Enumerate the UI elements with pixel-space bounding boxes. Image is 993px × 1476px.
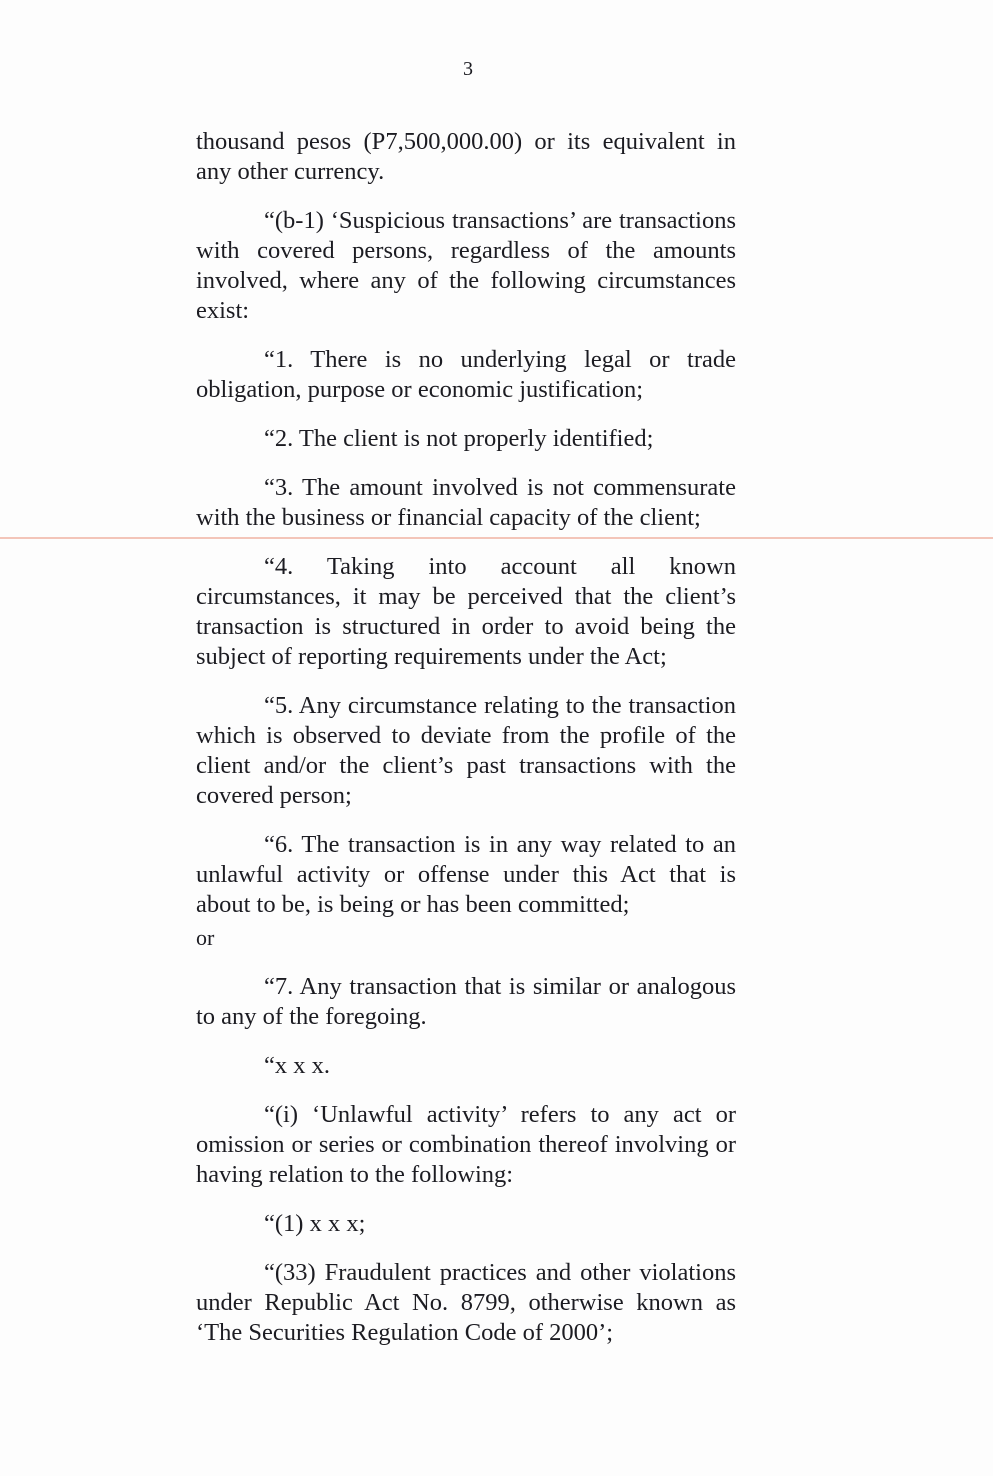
list-item-5: “5. Any circumstance relating to the transaction which is observed to deviate from the profile of the client and/or the client’s past transactions with the covered person;: [196, 692, 736, 809]
list-item-7: “7. Any transaction that is similar or analogous to any of the foregoing.: [196, 973, 736, 1030]
ellipsis-xxx: “x x x.: [264, 1052, 330, 1079]
list-item-6: “6. The transaction is in any way related to an unlawful activity or offense under this Act that is about to be, is being or has been committed;: [196, 831, 736, 918]
subitem-1: “(1) x x x;: [264, 1210, 366, 1237]
paragraph-i-unlawful-activity: “(i) ‘Unlawful activity’ refers to any act or omission or series or combination thereof involving or having relation to the following:: [196, 1101, 736, 1188]
list-item-3: “3. The amount involved is not commensurate with the business or financial capacity of the client;: [196, 474, 736, 531]
paragraph-intro: thousand pesos (P7,500,000.00) or its equivalent in any other currency.: [196, 128, 736, 185]
paragraph-b1-definition: “(b-1) ‘Suspicious transactions’ are transactions with covered persons, regardless of the amounts involved, where any of the following circumstances exist:: [196, 207, 736, 324]
list-item-1: “1. There is no underlying legal or trade obligation, purpose or economic justification;: [196, 346, 736, 403]
document-body: [196, 127, 736, 1367]
list-item-2: “2. The client is not properly identified;: [264, 425, 654, 452]
list-item-4: “4. Taking into account all known circumstances, it may be perceived that the client’s transaction is structured in order to avoid being the subject of reporting requirements under the Act;: [196, 553, 736, 670]
page-number: 3: [463, 58, 473, 80]
conjunction-or: or: [196, 925, 215, 950]
subitem-33: “(33) Fraudulent practices and other violations under Republic Act No. 8799, otherwise known as ‘The Securities Regulation Code of 2000’;: [196, 1259, 736, 1346]
